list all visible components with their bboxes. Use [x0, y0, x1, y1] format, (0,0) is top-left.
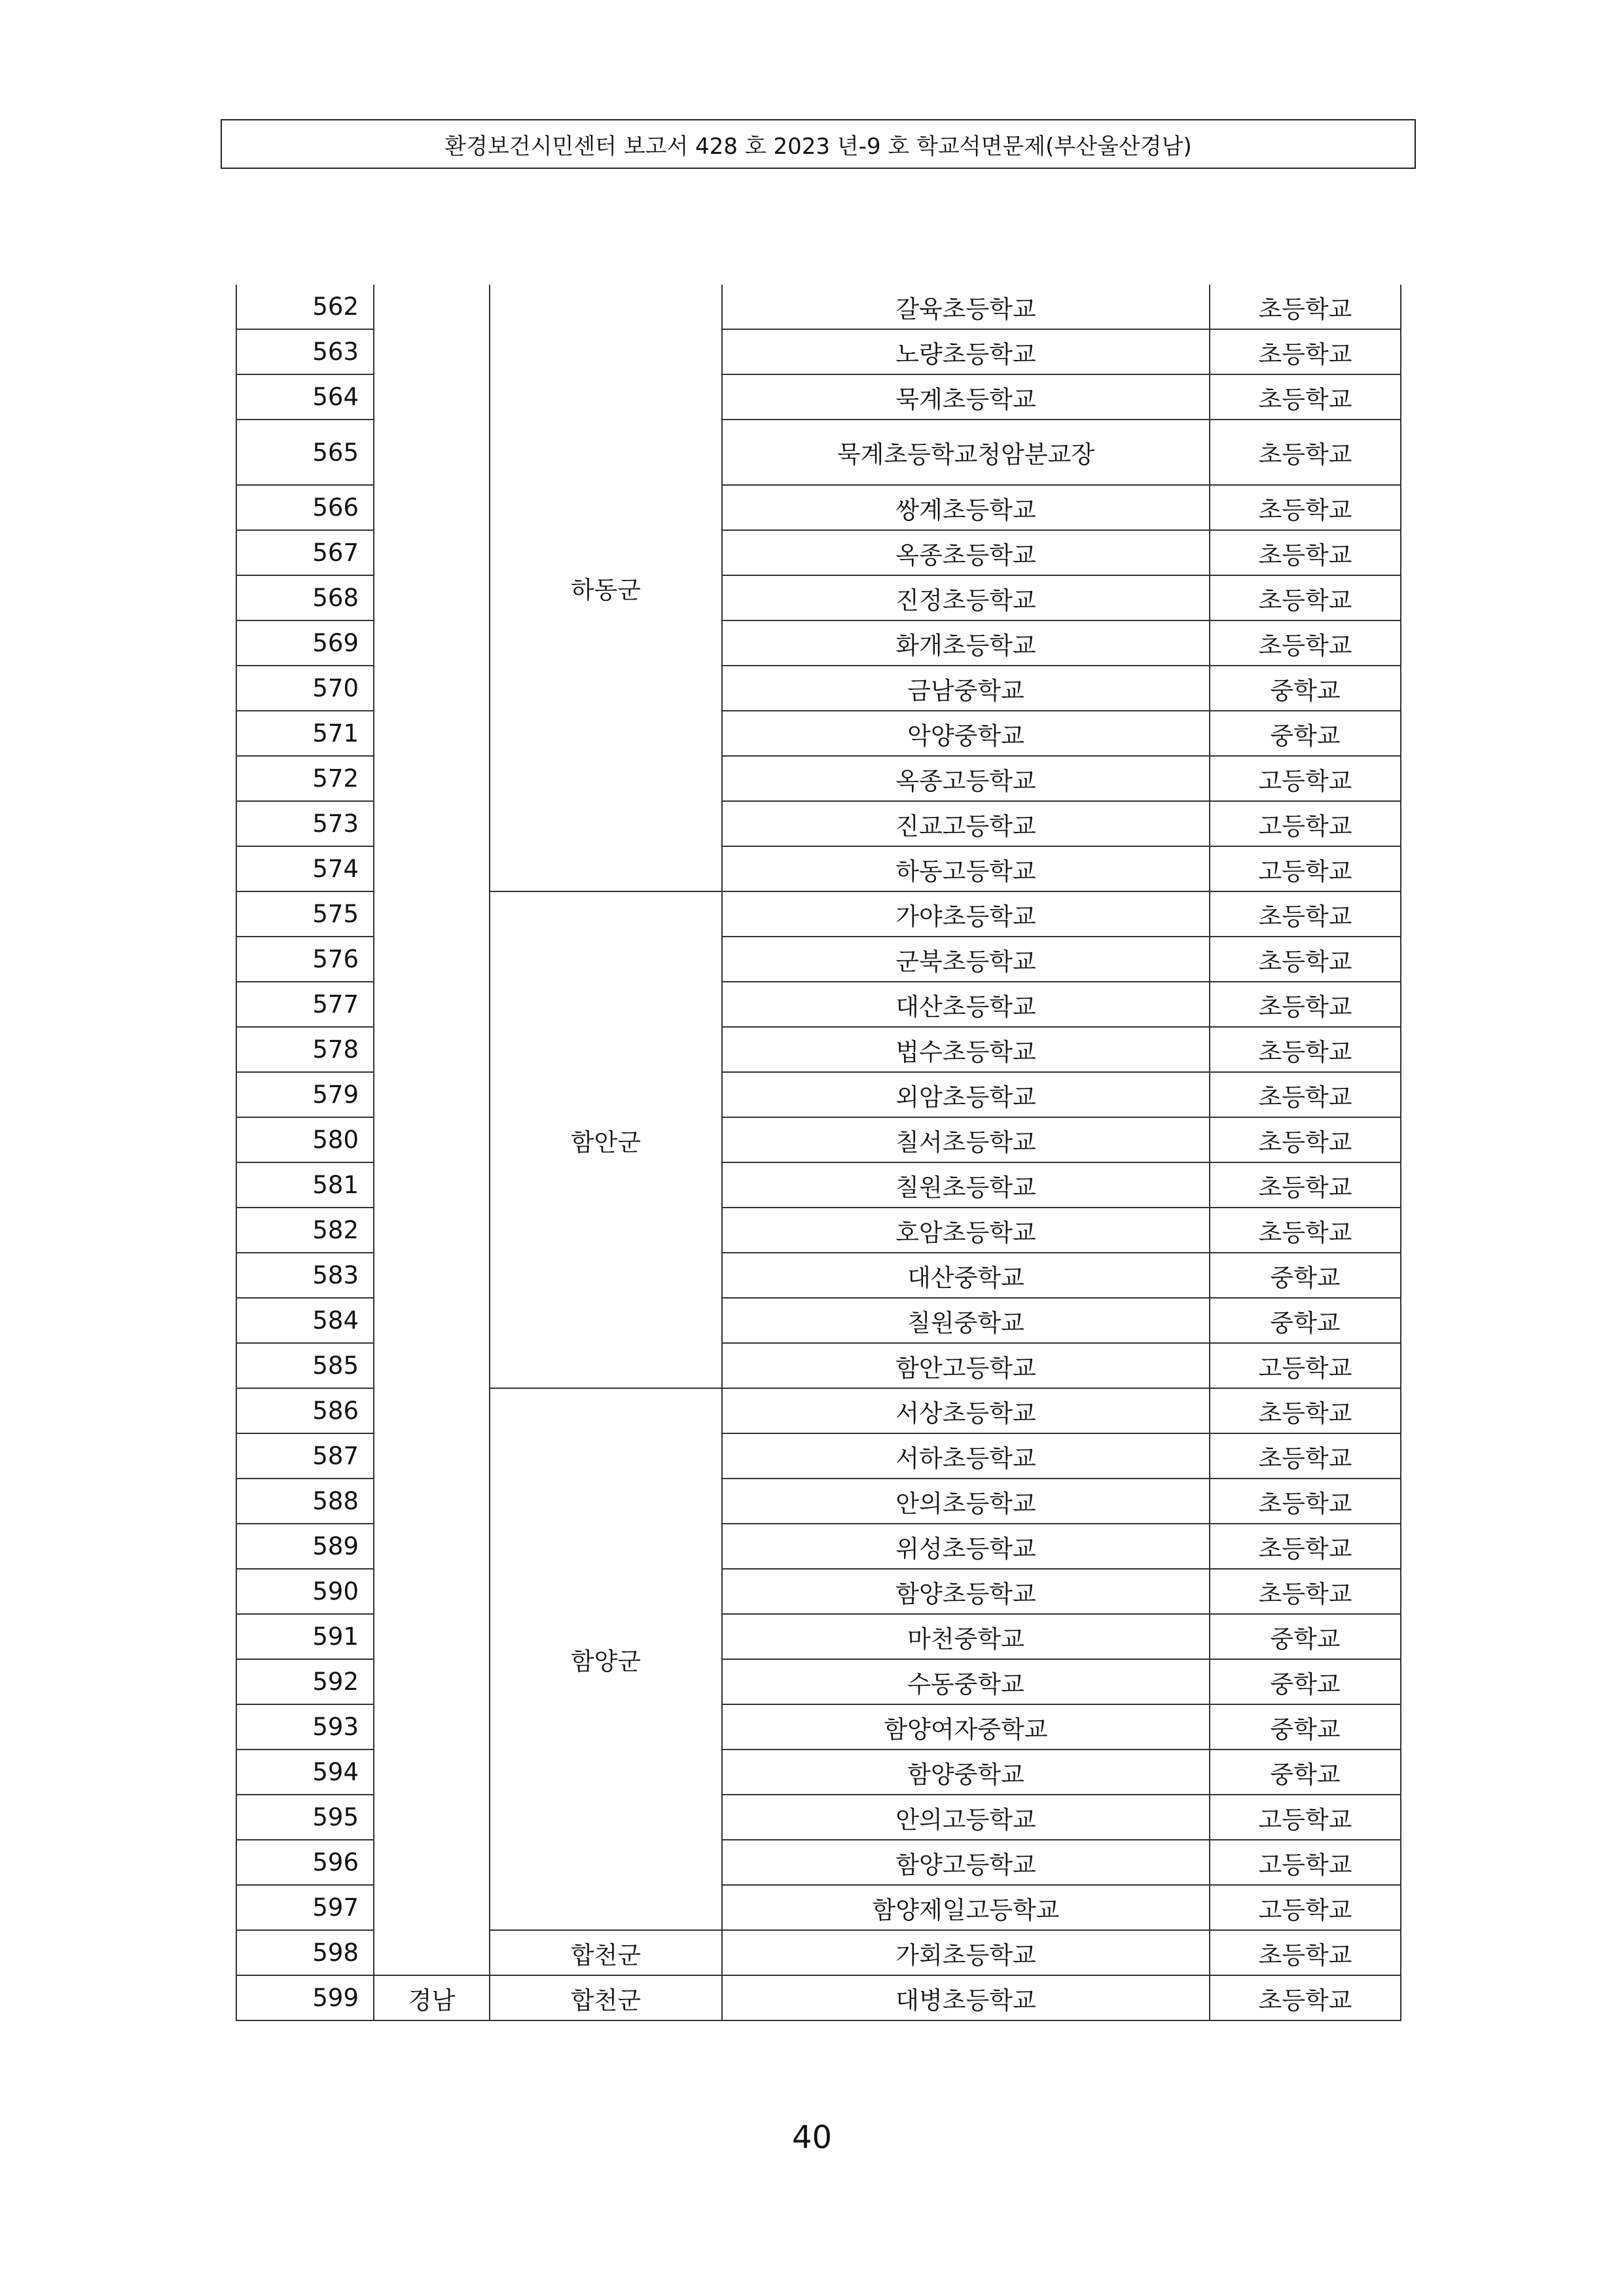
- school-level: 초등학교: [1210, 1117, 1401, 1162]
- school-level: 초등학교: [1210, 1433, 1401, 1479]
- school-name: 화개초등학교: [722, 620, 1210, 666]
- row-number: 586: [236, 1388, 374, 1433]
- row-number: 563: [236, 329, 374, 374]
- school-name: 서하초등학교: [722, 1433, 1210, 1479]
- school-level: 초등학교: [1210, 575, 1401, 620]
- school-name: 함양중학교: [722, 1749, 1210, 1795]
- row-number: 566: [236, 485, 374, 530]
- school-level: 고등학교: [1210, 1795, 1401, 1840]
- school-name: 묵계초등학교청암분교장: [722, 420, 1210, 485]
- school-name: 안의초등학교: [722, 1479, 1210, 1524]
- school-level: 중학교: [1210, 711, 1401, 756]
- school-name: 칠원초등학교: [722, 1162, 1210, 1208]
- school-level: 초등학교: [1210, 1027, 1401, 1072]
- row-number: 580: [236, 1117, 374, 1162]
- school-name: 가야초등학교: [722, 891, 1210, 937]
- row-number: 569: [236, 620, 374, 666]
- school-name: 함양초등학교: [722, 1569, 1210, 1614]
- table-row: [236, 1975, 1401, 2020]
- school-name: 함양고등학교: [722, 1840, 1210, 1885]
- school-level: 초등학교: [1210, 1388, 1401, 1433]
- row-number: 597: [236, 1885, 374, 1930]
- school-name: 쌍계초등학교: [722, 485, 1210, 530]
- row-number: 568: [236, 575, 374, 620]
- school-name: 칠원중학교: [722, 1298, 1210, 1343]
- school-name: 서상초등학교: [722, 1388, 1210, 1433]
- region-cell: 경남: [374, 1975, 490, 2020]
- school-name: 함양여자중학교: [722, 1704, 1210, 1749]
- row-number: 570: [236, 666, 374, 711]
- school-level: 초등학교: [1210, 1930, 1401, 1975]
- school-level: 중학교: [1210, 1659, 1401, 1704]
- school-level: 초등학교: [1210, 937, 1401, 982]
- school-level: 중학교: [1210, 1614, 1401, 1659]
- row-number: 581: [236, 1162, 374, 1208]
- school-level: 초등학교: [1210, 285, 1401, 329]
- row-number: 571: [236, 711, 374, 756]
- school-level: 고등학교: [1210, 801, 1401, 846]
- row-number: 591: [236, 1614, 374, 1659]
- row-number: 585: [236, 1343, 374, 1388]
- school-level: 초등학교: [1210, 620, 1401, 666]
- row-number: 592: [236, 1659, 374, 1704]
- region-cell: [374, 285, 490, 1975]
- district-cell: 합천군: [490, 1930, 722, 1975]
- row-number: 593: [236, 1704, 374, 1749]
- district-cell: 함양군: [490, 1388, 722, 1930]
- school-level: 초등학교: [1210, 420, 1401, 485]
- school-name: 대병초등학교: [722, 1975, 1210, 2020]
- district-cell: 함안군: [490, 891, 722, 1388]
- school-level: 중학교: [1210, 1298, 1401, 1343]
- school-level: 초등학교: [1210, 982, 1401, 1027]
- school-level: 고등학교: [1210, 1343, 1401, 1388]
- school-name: 하동고등학교: [722, 846, 1210, 891]
- school-name: 옥종고등학교: [722, 756, 1210, 801]
- row-number: 572: [236, 756, 374, 801]
- row-number: 583: [236, 1253, 374, 1298]
- row-number: 577: [236, 982, 374, 1027]
- row-number: 598: [236, 1930, 374, 1975]
- school-level: 초등학교: [1210, 1524, 1401, 1569]
- row-number: 578: [236, 1027, 374, 1072]
- school-level: 초등학교: [1210, 374, 1401, 420]
- row-number: 584: [236, 1298, 374, 1343]
- school-level: 초등학교: [1210, 1569, 1401, 1614]
- school-name: 마천중학교: [722, 1614, 1210, 1659]
- school-name: 묵계초등학교: [722, 374, 1210, 420]
- row-number: 589: [236, 1524, 374, 1569]
- school-level: 초등학교: [1210, 485, 1401, 530]
- school-level: 초등학교: [1210, 1975, 1401, 2020]
- school-name: 대산중학교: [722, 1253, 1210, 1298]
- school-level: 초등학교: [1210, 1162, 1401, 1208]
- school-asbestos-table: [236, 285, 1401, 2021]
- school-level: 고등학교: [1210, 846, 1401, 891]
- school-name: 칠서초등학교: [722, 1117, 1210, 1162]
- school-name: 금남중학교: [722, 666, 1210, 711]
- school-name: 함안고등학교: [722, 1343, 1210, 1388]
- school-name: 진정초등학교: [722, 575, 1210, 620]
- school-name: 수동중학교: [722, 1659, 1210, 1704]
- school-level: 중학교: [1210, 1704, 1401, 1749]
- row-number: 573: [236, 801, 374, 846]
- report-title: 환경보건시민센터 보고서 428 호 2023 년-9 호 학교석면문제(부산울산경남): [444, 133, 1192, 160]
- school-name: 옥종초등학교: [722, 530, 1210, 575]
- school-name: 호암초등학교: [722, 1208, 1210, 1253]
- district-cell: 합천군: [490, 1975, 722, 2020]
- school-level: 초등학교: [1210, 329, 1401, 374]
- school-name: 노량초등학교: [722, 329, 1210, 374]
- school-name: 법수초등학교: [722, 1027, 1210, 1072]
- school-level: 중학교: [1210, 666, 1401, 711]
- school-name: 대산초등학교: [722, 982, 1210, 1027]
- school-name: 위성초등학교: [722, 1524, 1210, 1569]
- row-number: 587: [236, 1433, 374, 1479]
- school-name: 함양제일고등학교: [722, 1885, 1210, 1930]
- school-name: 악양중학교: [722, 711, 1210, 756]
- school-level: 고등학교: [1210, 1885, 1401, 1930]
- school-name: 진교고등학교: [722, 801, 1210, 846]
- school-level: 초등학교: [1210, 530, 1401, 575]
- school-name: 가회초등학교: [722, 1930, 1210, 1975]
- row-number: 562: [236, 285, 374, 329]
- school-name: 군북초등학교: [722, 937, 1210, 982]
- school-level: 고등학교: [1210, 1840, 1401, 1885]
- row-number: 579: [236, 1072, 374, 1117]
- school-name: 안의고등학교: [722, 1795, 1210, 1840]
- row-number: 565: [236, 420, 374, 485]
- row-number: 582: [236, 1208, 374, 1253]
- row-number: 575: [236, 891, 374, 937]
- school-name: 갈육초등학교: [722, 285, 1210, 329]
- school-level: 중학교: [1210, 1749, 1401, 1795]
- row-number: 594: [236, 1749, 374, 1795]
- table-row: [236, 285, 1401, 329]
- row-number: 595: [236, 1795, 374, 1840]
- school-level: 중학교: [1210, 1253, 1401, 1298]
- row-number: 576: [236, 937, 374, 982]
- row-number: 599: [236, 1975, 374, 2020]
- school-name: 외암초등학교: [722, 1072, 1210, 1117]
- row-number: 574: [236, 846, 374, 891]
- row-number: 596: [236, 1840, 374, 1885]
- row-number: 567: [236, 530, 374, 575]
- row-number: 590: [236, 1569, 374, 1614]
- school-level: 고등학교: [1210, 756, 1401, 801]
- district-cell: 하동군: [490, 285, 722, 891]
- row-number: 588: [236, 1479, 374, 1524]
- school-level: 초등학교: [1210, 1479, 1401, 1524]
- row-number: 564: [236, 374, 374, 420]
- report-header: [221, 119, 1416, 169]
- school-level: 초등학교: [1210, 1072, 1401, 1117]
- school-level: 초등학교: [1210, 1208, 1401, 1253]
- school-level: 초등학교: [1210, 891, 1401, 937]
- page-number: 40: [791, 2119, 833, 2156]
